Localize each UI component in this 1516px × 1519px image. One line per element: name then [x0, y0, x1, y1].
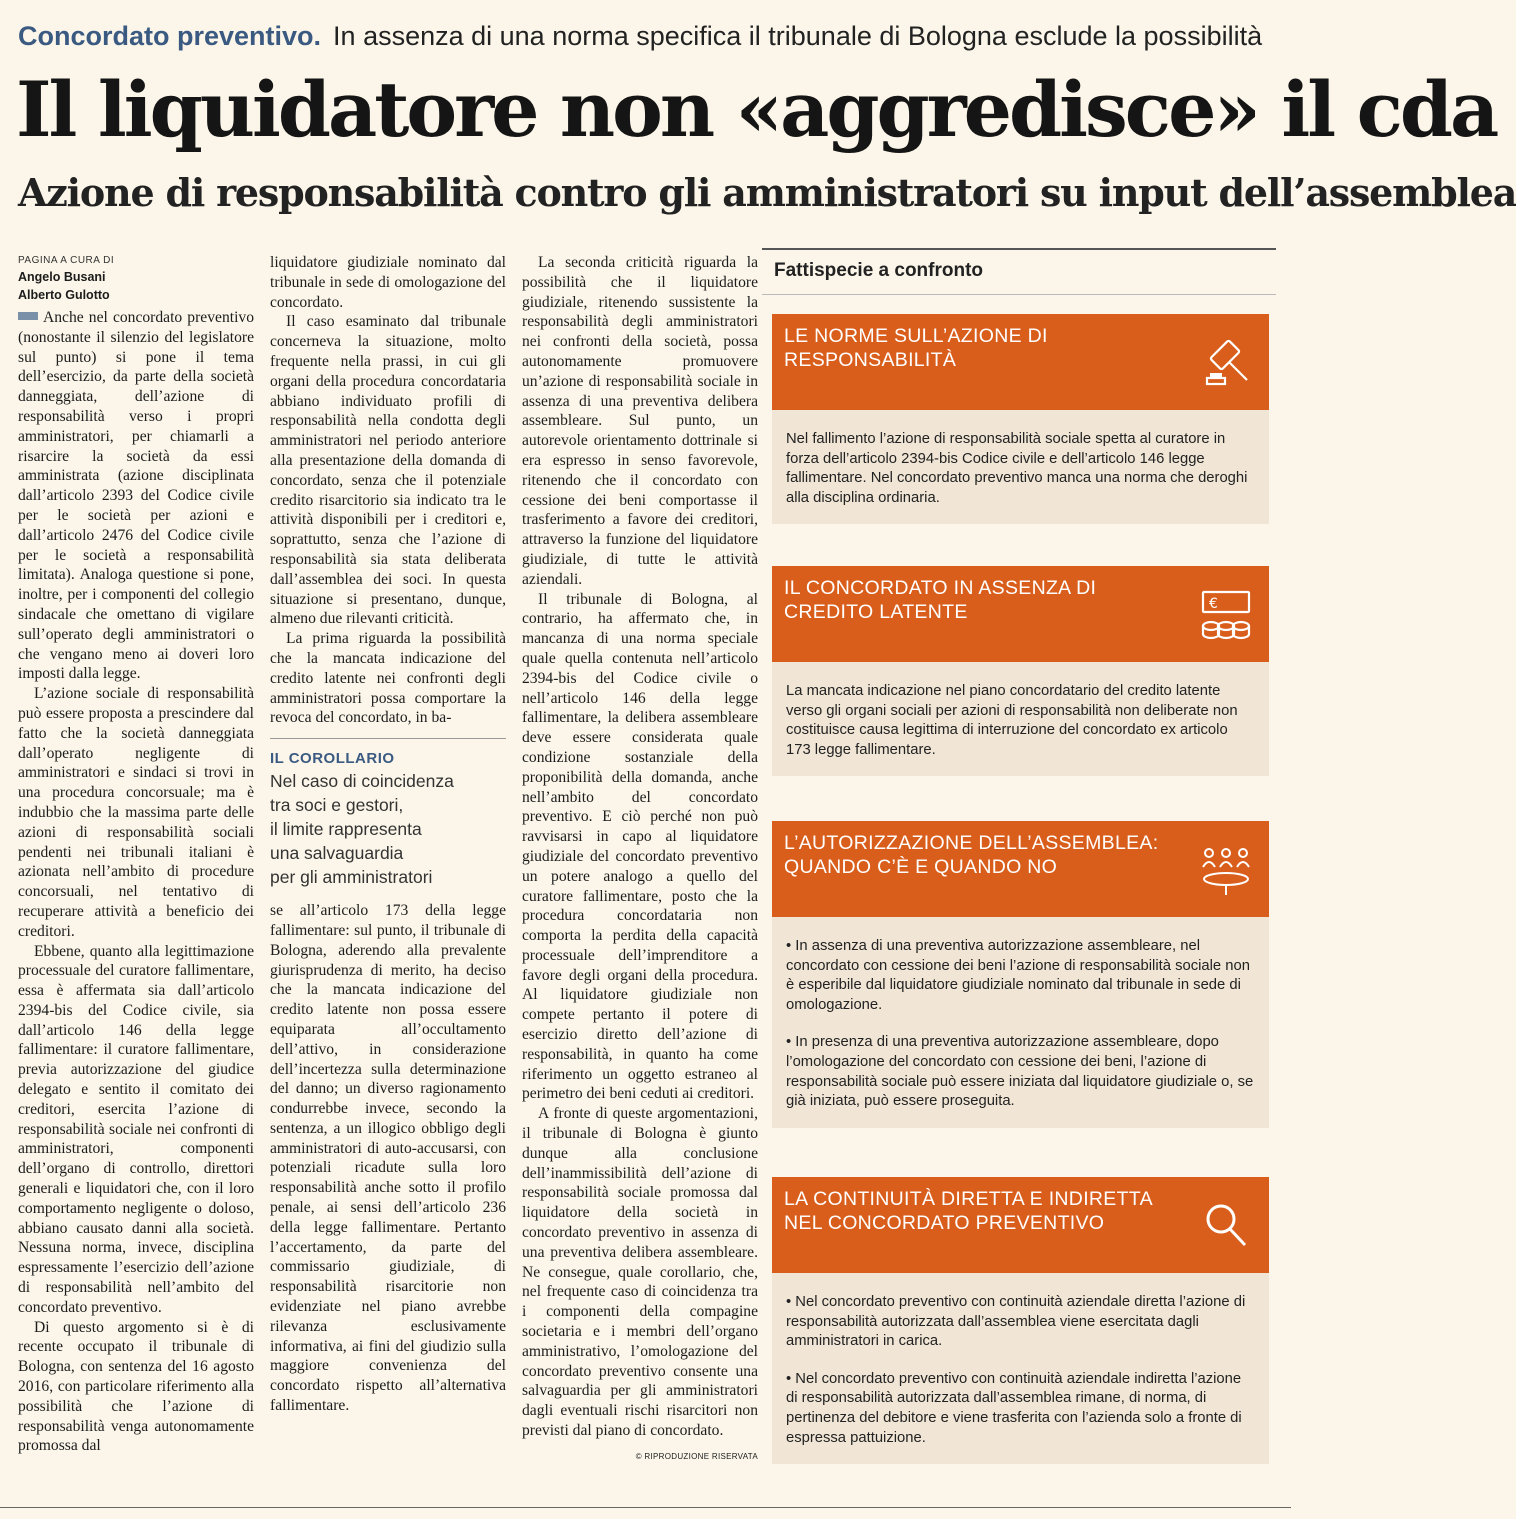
- article-paragraph: Il tribunale di Bologna, al contrario, ha affermato che, in mancanza di una norma speciale quale quella contenuta nell’articolo 2394-bis del Codice civile o nell’articolo 146 della legge fallimentare, la delibera assembleare deve essere considerata quale condizione sostanziale della proponibilità della domanda, anche nell’ambito del concordato preventivo. E ciò perché non può ravvisarsi in capo al liquidatore giudiziale del concordato preventivo un potere analogo a quello del curatore fallimentare, posto che la procedura concordataria non comporta la perdita della capacità processuale dell’imprenditore a favore degli organi della procedura. Al liquidatore giudiziale non compete pertanto il potere di esercizio diretto dell’azione di responsabilità, in quanto ha come riferimento un oggetto estraneo al perimetro dei beni ceduti ai creditori.: [522, 590, 758, 1103]
- kicker-label: Concordato preventivo.: [18, 21, 322, 51]
- card-text: • Nel concordato preventivo con continuità aziendale indiretta l’azione di responsabilità autorizzata dall’assemblea rimane, di norma, di pertinenza del debitore e viene trasferita con l’azienda solo a fronte di espressa pattuizione.: [786, 1370, 1242, 1446]
- byline-label: PAGINA A CURA DI: [18, 255, 115, 266]
- comparison-card: [772, 1177, 1269, 1464]
- pull-quote-line: il limite rappresenta: [270, 819, 422, 840]
- meeting-icon: [1199, 843, 1253, 897]
- card-title: L’AUTORIZZAZIONE DELL’ASSEMBLEA: QUANDO C’È E QUANDO NO: [784, 832, 1159, 878]
- card-header: [772, 566, 1269, 662]
- money-icon: [1199, 588, 1253, 642]
- subhead: Azione di responsabilità contro gli amministratori su input dell’assemblea: [18, 170, 1516, 215]
- kicker-text: In assenza di una norma specifica il tribunale di Bologna esclude la possibilità: [333, 21, 1263, 51]
- card-header: [772, 314, 1269, 410]
- pull-quote-line: per gli amministratori: [270, 867, 433, 888]
- article-paragraph: se all’articolo 173 della legge fallimentare: sul punto, il tribunale di Bologna, aderendo alla prevalente giurisprudenza di merito, ha deciso che la mancata indicazione del credito latente non possa essere equiparata all’occultamento dell’attivo, in considerazione dell’incertezza sulla determinazione del danno; un diverso ragionamento condurrebbe invece, secondo la sentenza, a un illogico obbligo degli amministratori di auto-accusarsi, con potenziali ricadute sulla loro responsabilità anche sotto il profilo penale, ai sensi dell’articolo 236 della legge fallimentare. Pertanto l’accertamento, da parte del commissario giudiziale, di responsabilità risarcitorie non evidenziate nel piano avrebbe rilevanza esclusivamente informativa, ai fini del giudizio sulla maggiore convenienza del concordato rispetto all’alternativa fallimentare.: [270, 902, 506, 1415]
- card-body: [772, 1273, 1269, 1464]
- article-paragraph: liquidatore giudiziale nominato dal tribunale in sede di omologazione del concordato.: [270, 254, 506, 311]
- gavel-icon: [1199, 336, 1253, 390]
- pull-quote-line: Nel caso di coincidenza: [270, 771, 454, 792]
- comparison-card: [772, 821, 1269, 1128]
- copyright-notice: © RIPRODUZIONE RISERVATA: [635, 1451, 758, 1461]
- comparison-card: [772, 314, 1269, 524]
- headline: Il liquidatore non «aggredisce» il cda: [16, 65, 1497, 154]
- sidebar-box: [762, 248, 1276, 1465]
- sidebar-title: Fattispecie a confronto: [774, 260, 984, 281]
- kicker: [18, 16, 1278, 56]
- article-column-1: [18, 253, 254, 1473]
- comparison-card: [772, 566, 1269, 776]
- card-text: • In assenza di una preventiva autorizzazione assembleare, nel concordato con cessione dei beni l’azione di responsabilità sociale non è esperibile dal liquidatore giudiziale nominato dal tribunale in sede di omologazione.: [786, 938, 1250, 1013]
- card-text: • Nel concordato preventivo con continuità aziendale diretta l’azione di responsabilità autorizzata dall’assemblea viene esercitata dagli amministratori in carica.: [786, 1294, 1246, 1350]
- page-bottom-rule: [0, 1507, 1291, 1508]
- card-text: La mancata indicazione nel piano concordatario del credito latente verso gli organi sociali per azioni di responsabilità non deliberate non costituisce causa legittima di interruzione del concordato ex articolo 173 legge fallimentare.: [786, 683, 1238, 758]
- article-column-2: [270, 253, 506, 1473]
- article-paragraph: A fronte di queste argomentazioni, il tribunale di Bologna è giunto dunque alla conclusione dell’inammissibilità dell’azione di responsabilità sociale promossa dal liquidatore della società in concordato preventivo in assenza di una preventiva delibera assembleare. Ne consegue, quale corollario, che, nel frequente caso di coincidenza tra i componenti della compagine societaria e i membri dell’organo amministrativo, l’omologazione del concordato preventivo consente una salvaguardia per gli amministratori dagli eventuali rischi risarcitori non previsti dal piano di concordato.: [522, 1105, 758, 1440]
- article-column-3: [522, 253, 758, 1473]
- author-name: Alberto Gulotto: [18, 288, 110, 302]
- pull-quote: [270, 738, 506, 889]
- divider: [762, 294, 1276, 295]
- card-title: LA CONTINUITÀ DIRETTA E INDIRETTA NEL CONCORDATO PREVENTIVO: [784, 1188, 1152, 1234]
- article-paragraph: La prima riguarda la possibilità che la mancata indicazione del credito latente nei confronti degli amministratori possa comportare la revoca del concordato, in ba-: [270, 630, 506, 727]
- card-body: [772, 410, 1269, 524]
- byline: [18, 253, 254, 304]
- article-paragraph: Ebbene, quanto alla legittimazione processuale del curatore fallimentare, essa è affermata sia dall’articolo 2394-bis del Codice civile, sia dall’articolo 146 della legge fallimentare: il curatore fallimentare, previa autorizzazione del giudice delegato e sentito il comitato dei creditori, esercita l’azione di responsabilità sociale nei confronti di amministratori, componenti dell’organo di controllo, direttori generali e liquidatori che, con il loro comportamento negligente o doloso, abbiano causato danni alla società. Nessuna norma, invece, disciplina espressamente l’esercizio dell’azione di responsabilità nell’ambito del concordato preventivo.: [18, 942, 254, 1316]
- card-header: [772, 821, 1269, 917]
- card-text: Nel fallimento l’azione di responsabilità sociale spetta al curatore in forza dell’articolo 2394-bis Codice civile e dell’articolo 146 legge fallimentare. Nel concordato preventivo manca una norma che deroghi alla disciplina ordinaria.: [786, 431, 1248, 506]
- card-body: [772, 917, 1269, 1128]
- lead-marker: [18, 312, 38, 320]
- article-paragraph: Anche nel concordato preventivo (nonostante il silenzio del legislatore sul punto) si pone il tema dell’esercizio, da parte della società danneggiata, dell’azione di responsabilità verso i propri amministratori, per chiamarli a risarcire la società da essi amministrata (azione disciplinata dall’articolo 2393 del Codice civile per le società per azioni e dall’articolo 2476 del Codice civile per le società a responsabilità limitata). Analoga questione si pone, inoltre, per i componenti del collegio sindacale che omettano di vigilare sull’operato degli amministratori o che vengano meno ai doveri loro imposti dalla legge.: [18, 309, 254, 683]
- author-name: Angelo Busani: [18, 270, 106, 284]
- pull-quote-line: una salvaguardia: [270, 843, 404, 864]
- card-header: [772, 1177, 1269, 1273]
- article-paragraph: Il caso esaminato dal tribunale concerneva la situazione, molto frequente nella prassi, in cui gli organi della procedura concordataria abbiano individuato profili di responsabilità nella condotta degli amministratori nel periodo anteriore alla presentazione della domanda di concordato, senza che il potenziale credito risarcitorio sia indicato tra le attività disponibili per i creditori e, soprattutto, senza che l’azione di responsabilità sia stata deliberata dall’assemblea dei soci. In questa situazione si presentano, dunque, almeno due rilevanti criticità.: [270, 313, 506, 628]
- pull-quote-title: IL COROLLARIO: [270, 750, 395, 768]
- article-paragraph: Di questo argomento si è di recente occupato il tribunale di Bologna, con sentenza del 16 agosto 2016, con particolare riferimento alla possibilità che l’azione di responsabilità venga autonomamente promossa dal: [18, 1318, 254, 1455]
- card-title: LE NORME SULL’AZIONE DI RESPONSABILITÀ: [784, 325, 1048, 371]
- card-text: • In presenza di una preventiva autorizzazione assembleare, dopo l’omologazione del concordato con cessione dei beni, l’azione di responsabilità sociale può essere iniziata dal liquidatore giudiziale o, se già iniziata, può essere proseguita.: [786, 1034, 1254, 1110]
- magnifier-icon: [1199, 1199, 1253, 1253]
- pull-quote-line: tra soci e gestori,: [270, 795, 404, 816]
- article-paragraph: L’azione sociale di responsabilità può essere proposta a prescindere dal fatto che la società danneggiata dall’operato negligente di amministratori e sindaci si trovi in una procedura concorsuale; ma è indubbio che la massima parte delle azioni di responsabilità sociali pendenti nei tribunali italiani è azionata nell’ambito di procedure concorsuali, nel tentativo di recuperare attività a beneficio dei creditori.: [18, 685, 254, 940]
- svg-text:€: €: [1209, 596, 1219, 612]
- card-title: IL CONCORDATO IN ASSENZA DI CREDITO LATENTE: [784, 577, 1097, 623]
- article-paragraph: La seconda criticità riguarda la possibilità che il liquidatore giudiziale, ritenendo sussistente la responsabilità degli amministratori nei confronti della società, possa autonomamente promuovere un’azione di responsabilità sociale in assenza di una preventiva delibera assembleare. Sul punto, un autorevole orientamento dottrinale si era espresso in senso favorevole, ritenendo che il concordato con cessione dei beni comportasse il trasferimento a favore dei creditori, attraverso la funzione del liquidatore giudiziale, di tutte le attività aziendali.: [522, 254, 758, 588]
- card-body: [772, 662, 1269, 776]
